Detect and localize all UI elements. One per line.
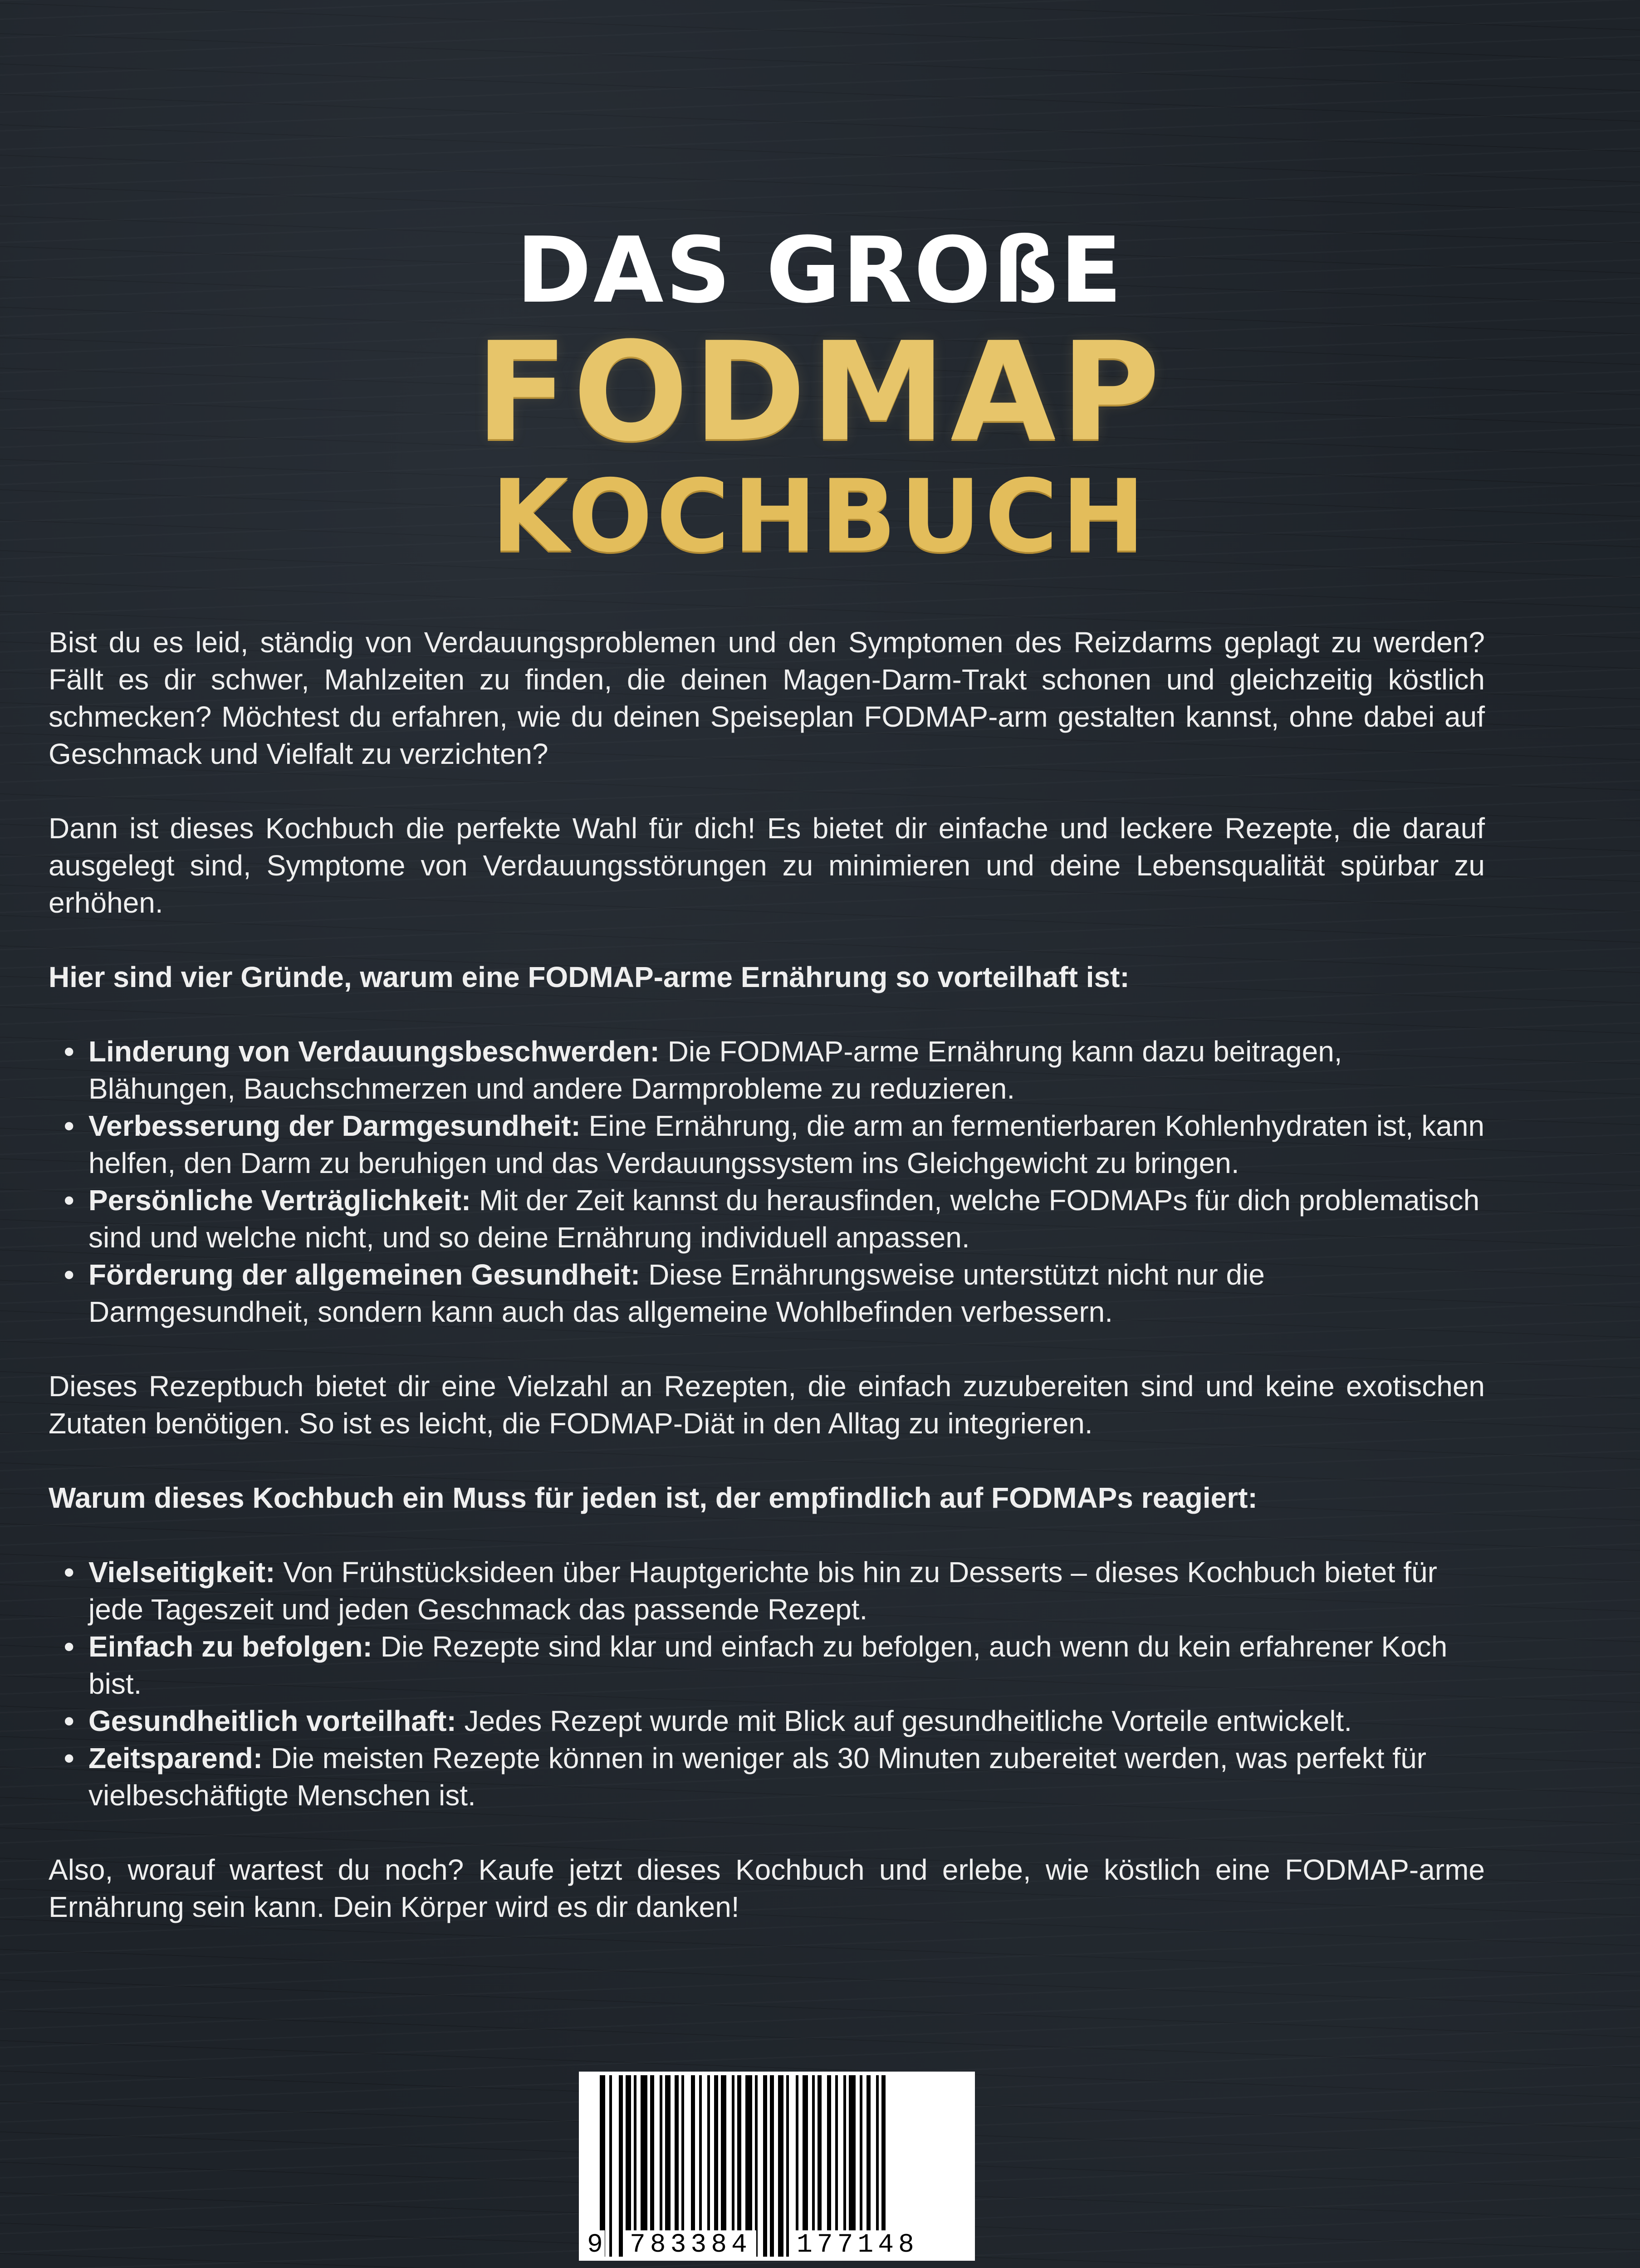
- bullet-icon: •: [64, 1705, 74, 1737]
- barcode-bar: [778, 2075, 783, 2257]
- barcode-bar: [763, 2075, 767, 2257]
- list-item: [49, 1033, 1485, 1107]
- bullet-icon: •: [64, 1556, 74, 1589]
- intro-paragraph-2: Dann ist dieses Kochbuch die perfekte Wahl für dich! Es bietet dir einfache und leckere Rezepte, die darauf ausgelegt sind, Symptome von Verdauungsstörungen zu minimieren und deine Lebensqualität spürbar zu erhöhen.: [49, 812, 1485, 919]
- list-item-text: Die Rezepte sind klar und einfach zu befolgen, auch wenn du kein erfahrener Koch bist.: [88, 1630, 1448, 1700]
- barcode-bar: [660, 2075, 662, 2257]
- barcode-right-group: 177148: [792, 2230, 923, 2260]
- list-item-lead: Verbesserung der Darmgesundheit:: [88, 1110, 581, 1142]
- list-item-text: Die FODMAP-arme Ernährung kann dazu beitragen, Blähungen, Bauchschmerzen und andere Darmprobleme zu reduzieren.: [88, 1035, 1342, 1105]
- barcode-bar: [600, 2075, 605, 2257]
- barcode-first-digit: 9: [585, 2230, 605, 2260]
- barcode-bar: [755, 2075, 758, 2257]
- list-item: [49, 1628, 1485, 1702]
- bullet-icon: •: [64, 1742, 74, 1774]
- section-1-list: [49, 1033, 1485, 1330]
- barcode-bar: [860, 2075, 862, 2257]
- barcode-bar: [876, 2075, 879, 2257]
- bullet-icon: •: [64, 1258, 74, 1291]
- list-item-text: Mit der Zeit kannst du herausfinden, welche FODMAPs für dich problematisch sind und welche nicht, und so deine Ernährung individuell anpassen.: [88, 1184, 1480, 1254]
- list-item-lead: Gesundheitlich vorteilhaft:: [88, 1705, 456, 1737]
- barcode-bar: [699, 2075, 702, 2257]
- list-item-lead: Vielseitigkeit:: [88, 1556, 275, 1589]
- barcode-bar: [650, 2075, 654, 2257]
- bullet-icon: •: [64, 1035, 74, 1068]
- barcode-digits: [579, 2230, 975, 2258]
- barcode-bar: [737, 2075, 741, 2257]
- barcode-bar: [849, 2075, 856, 2257]
- barcode-bar: [619, 2075, 623, 2257]
- list-item-text: Jedes Rezept wurde mit Blick auf gesundheitliche Vorteile entwickelt.: [456, 1705, 1352, 1737]
- list-item: [49, 1256, 1485, 1330]
- list-item: [49, 1107, 1485, 1182]
- list-item: [49, 1702, 1485, 1740]
- barcode-bar: [675, 2075, 679, 2257]
- list-item-lead: Linderung von Verdauungsbeschwerden:: [88, 1035, 660, 1068]
- barcode-bar: [835, 2075, 838, 2257]
- blurb-text: [49, 624, 1485, 1963]
- barcode-bar: [786, 2075, 789, 2257]
- barcode-bar: [843, 2075, 846, 2257]
- title-line-2: FODMAP: [475, 313, 1165, 471]
- barcode: [579, 2072, 975, 2261]
- barcode-bar: [732, 2075, 734, 2257]
- barcode-bar: [681, 2075, 684, 2257]
- list-item: [49, 1740, 1485, 1814]
- barcode-bar: [641, 2075, 647, 2257]
- intro-paragraph-1: Bist du es leid, ständig von Verdauungsproblemen und den Symptomen des Reizdarms geplagt zu werden? Fällt es dir schwer, Mahlzeiten zu finden, die deinen Magen-Darm-Trakt schonen und gleichzeitig köstlich schmecken? Möchtest du erfahren, wie du deinen Speiseplan FODMAP-arm gestalten kannst, ohne dabei auf Geschmack und Vielfalt zu verzichten?: [49, 626, 1485, 770]
- barcode-bar: [714, 2075, 718, 2257]
- barcode-bar: [803, 2075, 808, 2257]
- section-2-heading: Warum dieses Kochbuch ein Muss für jeden ist, der empfindlich auf FODMAPs reagiert:: [49, 1481, 1258, 1514]
- closing-paragraph: Also, worauf wartest du noch? Kaufe jetzt dieses Kochbuch und erlebe, wie köstlich eine FODMAP-arme Ernährung sein kann. Dein Körper wird es dir danken!: [49, 1853, 1485, 1923]
- barcode-bar: [770, 2075, 774, 2257]
- list-item-text: Diese Ernährungsweise unterstützt nicht nur die Darmgesundheit, sondern kann auch das allgemeine Wohlbefinden verbessern.: [88, 1258, 1265, 1328]
- list-item-lead: Förderung der allgemeinen Gesundheit:: [88, 1258, 641, 1291]
- barcode-left-group: 783384: [625, 2230, 756, 2260]
- barcode-bar: [691, 2075, 695, 2257]
- barcode-bar: [827, 2075, 831, 2257]
- bullet-icon: •: [64, 1110, 74, 1142]
- list-item-lead: Einfach zu befolgen:: [88, 1630, 372, 1663]
- barcode-bar: [881, 2075, 886, 2257]
- barcode-bar: [626, 2075, 631, 2257]
- barcode-bar: [796, 2075, 798, 2257]
- bullet-icon: •: [64, 1630, 74, 1663]
- title-line-3: KOCHBUCH: [491, 458, 1149, 574]
- barcode-bar: [818, 2075, 822, 2257]
- barcode-bar: [721, 2075, 726, 2257]
- section-2-list: [49, 1554, 1485, 1814]
- barcode-bar: [707, 2075, 710, 2257]
- barcode-bar: [867, 2075, 871, 2257]
- barcode-bar: [745, 2075, 752, 2257]
- list-item-text: Von Frühstücksideen über Hauptgerichte bis hin zu Desserts – dieses Kochbuch bietet für jede Tageszeit und jeden Geschmack das passende Rezept.: [88, 1556, 1437, 1626]
- list-item: [49, 1554, 1485, 1628]
- section-1-heading: Hier sind vier Gründe, warum eine FODMAP-arme Ernährung so vorteilhaft ist:: [49, 961, 1130, 993]
- barcode-bar: [665, 2075, 671, 2257]
- list-item-lead: Persönliche Verträglichkeit:: [88, 1184, 471, 1217]
- barcode-bar: [634, 2075, 636, 2257]
- middle-paragraph: Dieses Rezeptbuch bietet dir eine Vielzahl an Rezepten, die einfach zuzubereiten sind und keine exotischen Zutaten benötigen. So ist es leicht, die FODMAP-Diät in den Alltag zu integrieren.: [49, 1370, 1485, 1440]
- list-item-text: Eine Ernährung, die arm an fermentierbaren Kohlenhydraten ist, kann helfen, den Darm zu beruhigen und das Verdauungssystem ins Gleichgewicht zu bringen.: [88, 1110, 1485, 1179]
- list-item-text: Die meisten Rezepte können in weniger als 30 Minuten zubereitet werden, was perfekt für vielbeschäftigte Menschen ist.: [88, 1742, 1426, 1812]
- barcode-bar: [609, 2075, 612, 2257]
- barcode-bar: [812, 2075, 815, 2257]
- list-item: [49, 1182, 1485, 1256]
- title-line-1: DAS GROßE: [516, 218, 1124, 323]
- list-item-lead: Zeitsparend:: [88, 1742, 263, 1774]
- bullet-icon: •: [64, 1184, 74, 1217]
